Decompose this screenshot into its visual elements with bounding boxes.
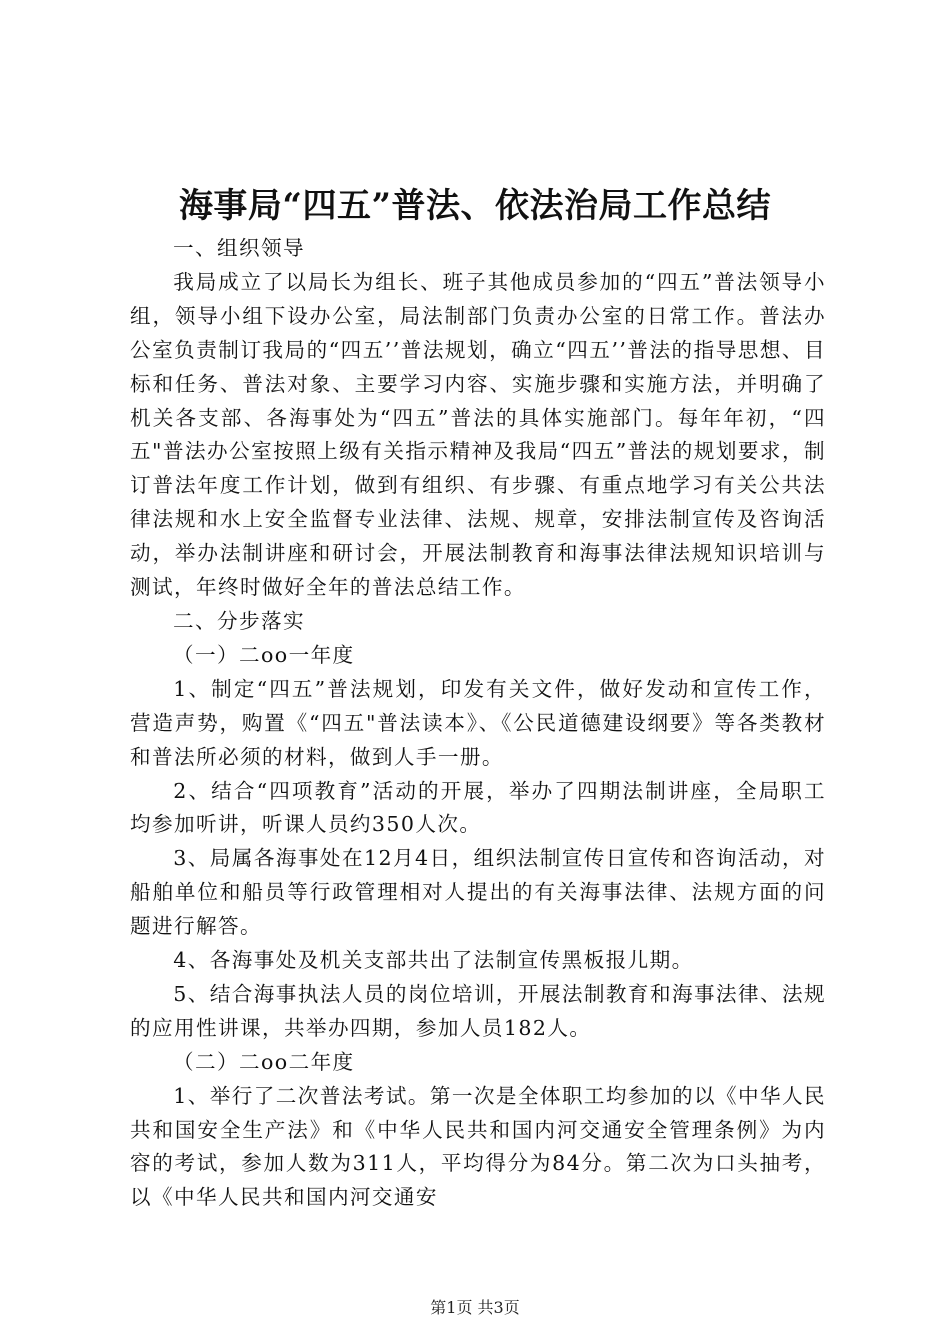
page-footer: 第1页 共3页 [430,1298,520,1317]
section-paragraph-organization: 我局成立了以局长为组长、班子其他成员参加的“四五”普法领导小组，领导小组下设办公室，局法制部门负责办公室的日常工作。普法办公室负责制订我局的“四五’’普法规划，确立“四五’’普法的指导思想、目标和任务、普法对象、主要学习内容、实施步骤和实施方法，并明确了机关各支部、各海事处为“四五”普法的具体实施部门。每年年初，“四五"普法办公室按照上级有关指示精神及我局“四五”普法的规划要求，制订普法年度工作计划，做到有组织、有步骤、有重点地学习有关公共法律法规和水上安全监督专业法律、法规、规章，安排法制宣传及咨询活动，举办法制讲座和研讨会，开展法制教育和海事法律法规知识培训与测试，年终时做好全年的普法总结工作。 [130,269,826,600]
list-item: 2、结合“四项教育”活动的开展，举办了四期法制讲座，全局职工均参加听讲，听课人员约350人次。 [130,778,826,837]
subheading-year-2001: （一）二oo一年度 [173,642,355,667]
subheading-year-2002: （二）二oo二年度 [173,1049,355,1074]
document-body [130,232,826,1215]
list-item: 1、举行了二次普法考试。第一次是全体职工均参加的以《中华人民共和国安全生产法》和《中华人民共和国内河交通安全管理条例》为内容的考试，参加人数为311人，平均得分为84分。第二次为口头抽考，以《中华人民共和国内河交通安 [130,1083,826,1210]
list-item: 5、结合海事执法人员的岗位培训，开展法制教育和海事法律、法规的应用性讲课，共举办四期，参加人员182人。 [130,981,826,1040]
list-item: 4、各海事处及机关支部共出了法制宣传黑板报儿期。 [173,948,694,973]
section-heading-implementation: 二、分步落实 [173,608,305,633]
list-item: 3、局属各海事处在12月4日，组织法制宣传日宣传和咨询活动，对船舶单位和船员等行政管理相对人提出的有关海事法律、法规方面的问题进行解答。 [130,846,826,939]
section-heading-organization: 一、组织领导 [173,236,305,260]
document-title: 海事局“四五”普法、依法治局工作总结 [178,186,772,226]
list-item: 1、制定“四五”普法规划，印发有关文件，做好发动和宣传工作，营造声势，购置《“四五"普法读本》、《公民道德建设纲要》等各类教材和普法所必须的材料，做到人手一册。 [130,676,826,769]
